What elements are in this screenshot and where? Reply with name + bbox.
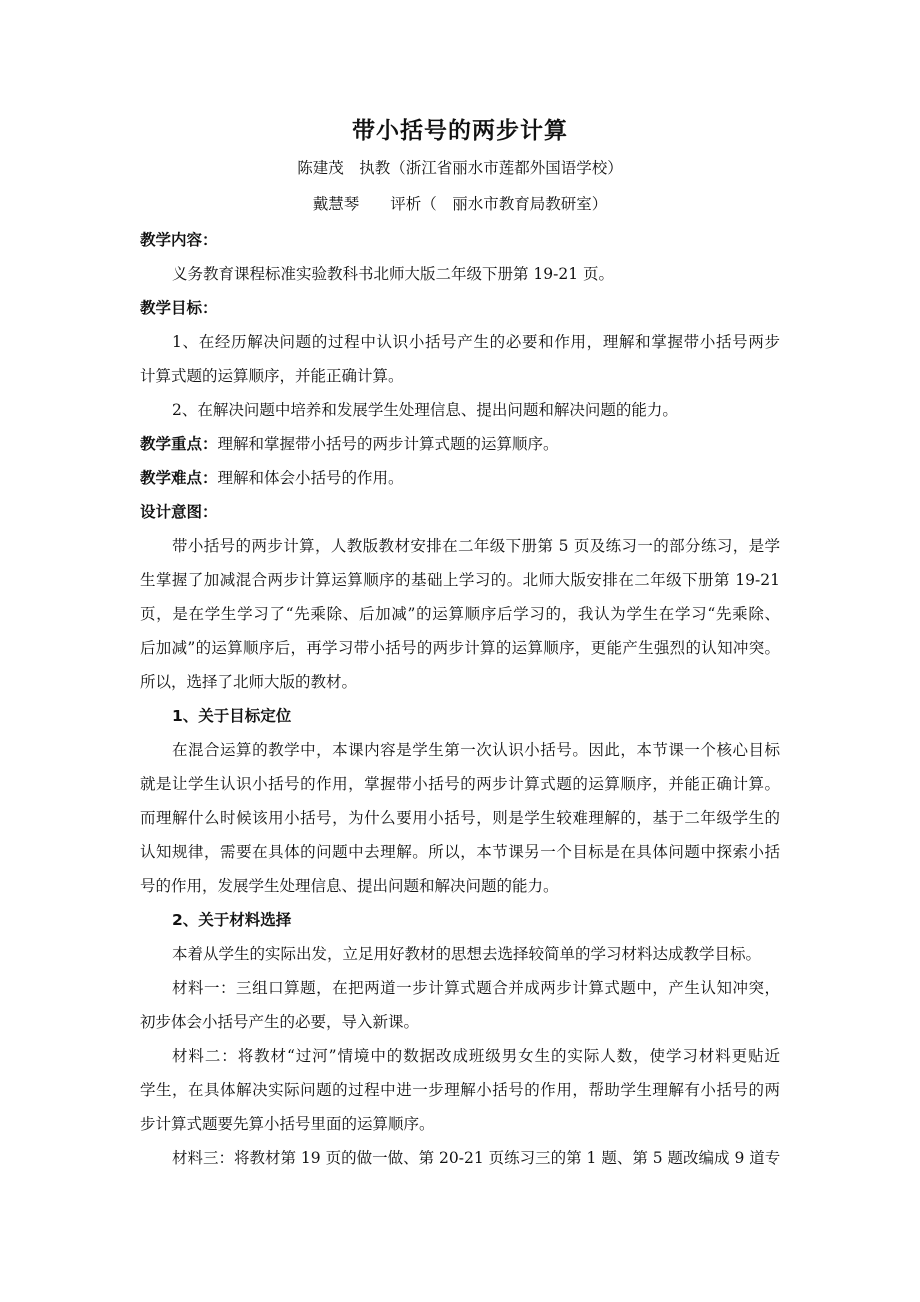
goal1-line1: 1、在经历解决问题的过程中认识小括号产生的必要和作用，理解和掌握带小括号两步 — [172, 333, 780, 351]
design-line3: 页，是在学生学习了“先乘除、后加减”的运算顺序后学习的，我认为学生在学习“先乘除、 — [140, 605, 780, 623]
p2-line1: 本着从学生的实际出发，立足用好教材的思想去选择较简单的学习材料达成教学目标。 — [172, 945, 762, 963]
design-line4: 后加减”的运算顺序后，再学习带小括号的两步计算的运算顺序，更能产生强烈的认知冲突。 — [140, 639, 780, 657]
p1-line1: 在混合运算的教学中，本课内容是学生第一次认识小括号。因此，本节课一个核心目标 — [172, 741, 780, 759]
material2-line2: 学生，在具体解决实际问题的过程中进一步理解小括号的作用，帮助学生理解有小括号的两 — [140, 1081, 780, 1099]
subheading-goal-positioning: 1、关于目标定位 — [172, 707, 292, 725]
material1-line2: 初步体会小括号产生的必要，导入新课。 — [140, 1013, 420, 1031]
design-line1: 带小括号的两步计算，人教版教材安排在二年级下册第 5 页及练习一的部分练习，是学 — [172, 537, 780, 555]
focus-line — [140, 432, 780, 454]
difficulty-text: 理解和体会小括号的作用。 — [217, 469, 404, 487]
design-line5: 所以，选择了北师大版的教材。 — [140, 673, 358, 691]
material2-line1: 材料二：将教材“过河”情境中的数据改成班级男女生的实际人数，使学习材料更贴近 — [172, 1047, 780, 1065]
focus-text: 理解和掌握带小括号的两步计算式题的运算顺序。 — [217, 435, 559, 453]
difficulty-label: 教学难点： — [140, 469, 218, 487]
material1-line1: 材料一：三组口算题，在把两道一步计算式题合并成两步计算式题中，产生认知冲突， — [172, 979, 780, 997]
section-heading-design: 设计意图： — [140, 503, 218, 521]
p1-line2: 就是让学生认识小括号的作用，掌握带小括号的两步计算式题的运算顺序，并能正确计算。 — [140, 775, 780, 793]
reviewer-line: 戴慧琴 评析（ 丽水市教育局教研室） — [312, 195, 608, 213]
design-line2: 生掌握了加减混合两步计算运算顺序的基础上学习的。北师大版安排在二年级下册第 19-21 — [140, 571, 780, 589]
content-text: 义务教育课程标准实验教科书北师大版二年级下册第 19-21 页。 — [172, 265, 615, 283]
p1-line5: 号的作用，发展学生处理信息、提出问题和解决问题的能力。 — [140, 877, 559, 895]
goal2-line: 2、在解决问题中培养和发展学生处理信息、提出问题和解决问题的能力。 — [172, 401, 678, 419]
document-title: 带小括号的两步计算 — [352, 118, 568, 144]
section-heading-content: 教学内容： — [140, 231, 218, 249]
teacher-line: 陈建茂 执教（浙江省丽水市莲都外国语学校） — [297, 159, 623, 177]
p1-line4: 认知规律，需要在具体的问题中去理解。所以，本节课另一个目标是在具体问题中探索小括 — [140, 843, 780, 861]
material3-line1: 材料三：将教材第 19 页的做一做、第 20-21 页练习三的第 1 题、第 5 题改编成 9 道专 — [172, 1149, 781, 1167]
goal1-line2: 计算式题的运算顺序，并能正确计算。 — [140, 367, 404, 385]
p1-line3: 而理解什么时候该用小括号，为什么要用小括号，则是学生较难理解的，基于二年级学生的 — [140, 809, 780, 827]
section-heading-goals: 教学目标： — [140, 299, 218, 317]
difficulty-line — [140, 466, 780, 488]
focus-label: 教学重点： — [140, 435, 218, 453]
subheading-material-selection: 2、关于材料选择 — [172, 911, 292, 929]
material2-line3: 步计算式题要先算小括号里面的运算顺序。 — [140, 1115, 435, 1133]
